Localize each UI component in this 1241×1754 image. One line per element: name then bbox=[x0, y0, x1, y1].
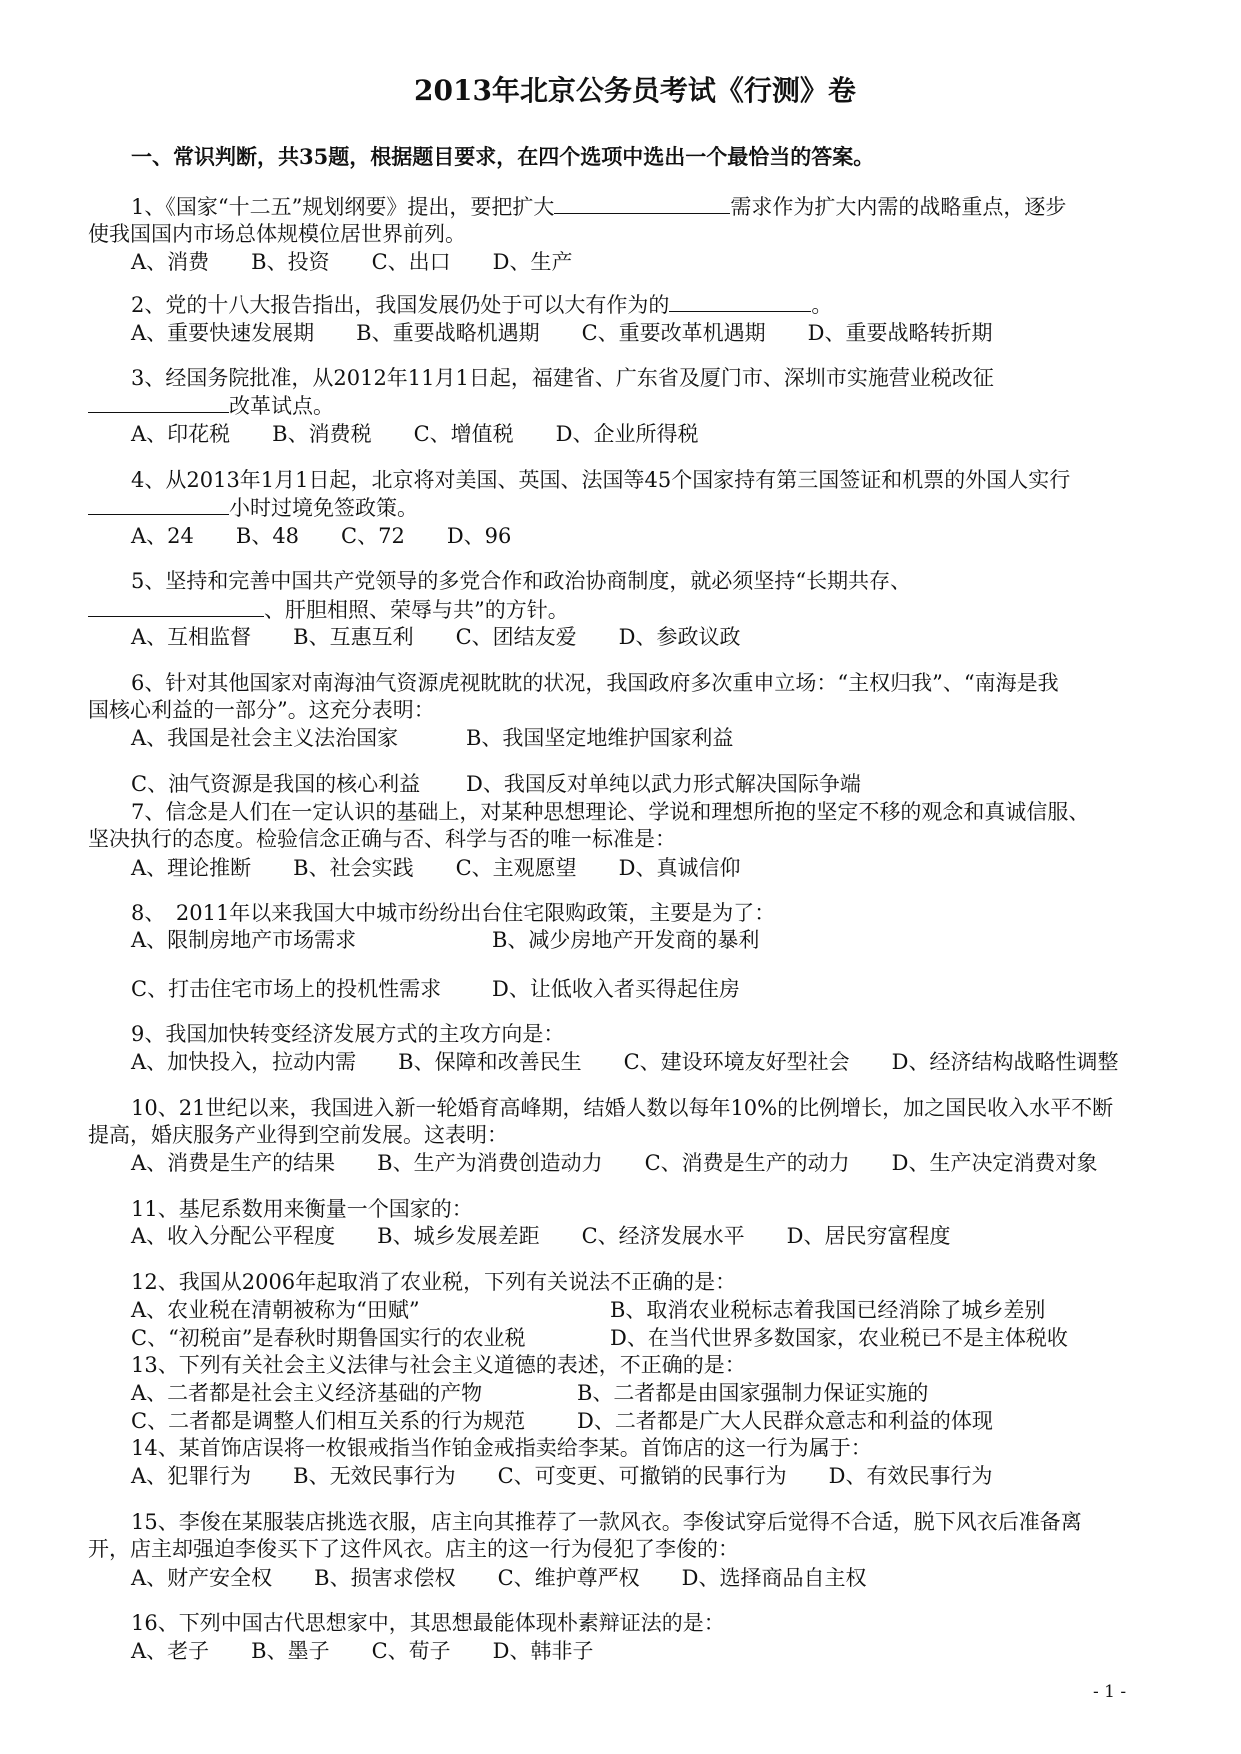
question-11-options: A、收入分配公平程度 B、城乡发展差距 C、经济发展水平 D、居民穷富程度 bbox=[131, 1224, 951, 1248]
question-5-blank bbox=[88, 596, 264, 617]
question-1-blank bbox=[554, 193, 730, 214]
question-4-stem: 4、从2013年1月1日起，北京将对美国、英国、法国等45个国家持有第三国签证和机票的外国人实行 bbox=[131, 468, 1071, 492]
question-12-option-a: A、农业税在清朝被称为“田赋” bbox=[131, 1298, 420, 1322]
question-15-stem: 15、李俊在某服装店挑选衣服，店主向其推荐了一款风衣。李俊试穿后觉得不合适，脱下风衣后准备离 bbox=[131, 1510, 1082, 1534]
question-13-option-c: C、二者都是调整人们相互关系的行为规范 bbox=[131, 1409, 526, 1433]
question-3-text-b: 改革试点。 bbox=[229, 394, 334, 418]
question-12-stem: 12、我国从2006年起取消了农业税，下列有关说法不正确的是： bbox=[131, 1270, 737, 1294]
question-15-options: A、财产安全权 B、损害求偿权 C、维护尊严权 D、选择商品自主权 bbox=[131, 1566, 867, 1590]
question-13-option-d: D、二者都是广大人民群众意志和利益的体现 bbox=[577, 1409, 993, 1433]
question-6-stem-continued: 国核心利益的一部分”。这充分表明： bbox=[88, 698, 435, 722]
question-2-blank bbox=[669, 291, 811, 312]
question-2-text-a: 2、党的十八大报告指出，我国发展仍处于可以大有作为的 bbox=[131, 293, 670, 317]
question-14-options: A、犯罪行为 B、无效民事行为 C、可变更、可撤销的民事行为 D、有效民事行为 bbox=[131, 1464, 993, 1488]
question-13-option-a: A、二者都是社会主义经济基础的产物 bbox=[131, 1381, 483, 1405]
question-13-option-b: B、二者都是由国家强制力保证实施的 bbox=[577, 1381, 929, 1405]
question-7-options: A、理论推断 B、社会实践 C、主观愿望 D、真诚信仰 bbox=[131, 856, 741, 880]
question-8-option-d: D、让低收入者买得起住房 bbox=[492, 977, 740, 1001]
question-8-stem: 8、 2011年以来我国大中城市纷纷出台住宅限购政策，主要是为了： bbox=[131, 901, 776, 925]
question-1-stem-continued: 使我国国内市场总体规模位居世界前列。 bbox=[88, 222, 466, 246]
question-3-stem: 3、经国务院批准，从2012年11月1日起，福建省、广东省及厦门市、深圳市实施营业税改征 bbox=[131, 366, 994, 390]
question-2-stem bbox=[131, 291, 832, 318]
question-12-option-d: D、在当代世界多数国家，农业税已不是主体税收 bbox=[610, 1326, 1068, 1350]
question-2-text-b: 。 bbox=[811, 293, 833, 317]
question-3-options: A、印花税 B、消费税 C、增值税 D、企业所得税 bbox=[131, 422, 699, 446]
question-6-option-b: B、我国坚定地维护国家利益 bbox=[466, 726, 734, 750]
question-5-stem-continued bbox=[88, 596, 569, 623]
question-5-text-b: 、肝胆相照、荣辱与共”的方针。 bbox=[264, 598, 569, 622]
question-4-stem-continued bbox=[88, 494, 418, 521]
question-4-text-b: 小时过境免签政策。 bbox=[229, 496, 418, 520]
question-12-option-c: C、“初税亩”是春秋时期鲁国实行的农业税 bbox=[131, 1326, 526, 1350]
question-1-options: A、消费 B、投资 C、出口 D、生产 bbox=[131, 250, 573, 274]
question-8-option-c: C、打击住宅市场上的投机性需求 bbox=[131, 977, 442, 1001]
question-1-text-a: 1、《国家“十二五”规划纲要》提出，要把扩大 bbox=[131, 195, 555, 219]
question-14-stem: 14、某首饰店误将一枚银戒指当作铂金戒指卖给李某。首饰店的这一行为属于： bbox=[131, 1436, 872, 1460]
question-8-option-b: B、减少房地产开发商的暴利 bbox=[492, 928, 760, 952]
question-1-stem bbox=[131, 193, 1066, 220]
question-7-stem: 7、信念是人们在一定认识的基础上，对某种思想理论、学说和理想所抱的坚定不移的观念和真诚信服、 bbox=[131, 800, 1090, 824]
question-15-stem-continued: 开，店主却强迫李俊买下了这件风衣。店主的这一行为侵犯了李俊的： bbox=[88, 1537, 739, 1561]
question-10-stem-continued: 提高，婚庆服务产业得到空前发展。这表明： bbox=[88, 1123, 508, 1147]
question-1-text-b: 需求作为扩大内需的战略重点，逐步 bbox=[730, 195, 1067, 219]
page-title: 2013年北京公务员考试《行测》卷 bbox=[414, 74, 856, 107]
question-7-stem-continued: 坚决执行的态度。检验信念正确与否、科学与否的唯一标准是： bbox=[88, 827, 676, 851]
question-8-option-a: A、限制房地产市场需求 bbox=[131, 928, 357, 952]
question-13-stem: 13、下列有关社会主义法律与社会主义道德的表述，不正确的是： bbox=[131, 1353, 746, 1377]
question-10-options: A、消费是生产的结果 B、生产为消费创造动力 C、消费是生产的动力 D、生产决定消费对象 bbox=[131, 1151, 1098, 1175]
question-3-stem-continued bbox=[88, 392, 334, 419]
question-4-blank bbox=[88, 494, 229, 515]
question-16-stem: 16、下列中国古代思想家中，其思想最能体现朴素辩证法的是： bbox=[131, 1611, 725, 1635]
question-12-option-b: B、取消农业税标志着我国已经消除了城乡差别 bbox=[610, 1298, 1046, 1322]
question-9-options: A、加快投入，拉动内需 B、保障和改善民生 C、建设环境友好型社会 D、经济结构战略性调整 bbox=[131, 1050, 1119, 1074]
question-5-stem: 5、坚持和完善中国共产党领导的多党合作和政治协商制度，就必须坚持“长期共存、 bbox=[131, 569, 912, 593]
section-heading: 一、常识判断，共35题，根据题目要求，在四个选项中选出一个最恰当的答案。 bbox=[131, 144, 875, 169]
question-11-stem: 11、基尼系数用来衡量一个国家的： bbox=[131, 1197, 473, 1221]
question-10-stem: 10、21世纪以来，我国进入新一轮婚育高峰期，结婚人数以每年10%的比例增长，加之国民收入水平不断 bbox=[131, 1096, 1114, 1120]
question-2-options: A、重要快速发展期 B、重要战略机遇期 C、重要改革机遇期 D、重要战略转折期 bbox=[131, 321, 993, 345]
question-6-stem: 6、针对其他国家对南海油气资源虎视眈眈的状况，我国政府多次重申立场：“主权归我”、“南海是我 bbox=[131, 671, 1059, 695]
question-16-options: A、老子 B、墨子 C、荀子 D、韩非子 bbox=[131, 1639, 594, 1663]
question-4-options: A、24 B、48 C、72 D、96 bbox=[131, 524, 512, 548]
question-6-option-c: C、油气资源是我国的核心利益 bbox=[131, 772, 421, 796]
question-6-option-d: D、我国反对单纯以武力形式解决国际争端 bbox=[466, 772, 861, 796]
question-3-blank bbox=[88, 392, 229, 413]
question-5-options: A、互相监督 B、互惠互利 C、团结友爱 D、参政议政 bbox=[131, 625, 741, 649]
page-number: - 1 - bbox=[1093, 1682, 1127, 1702]
question-6-option-a: A、我国是社会主义法治国家 bbox=[131, 726, 399, 750]
question-9-stem: 9、我国加快转变经济发展方式的主攻方向是： bbox=[131, 1022, 565, 1046]
